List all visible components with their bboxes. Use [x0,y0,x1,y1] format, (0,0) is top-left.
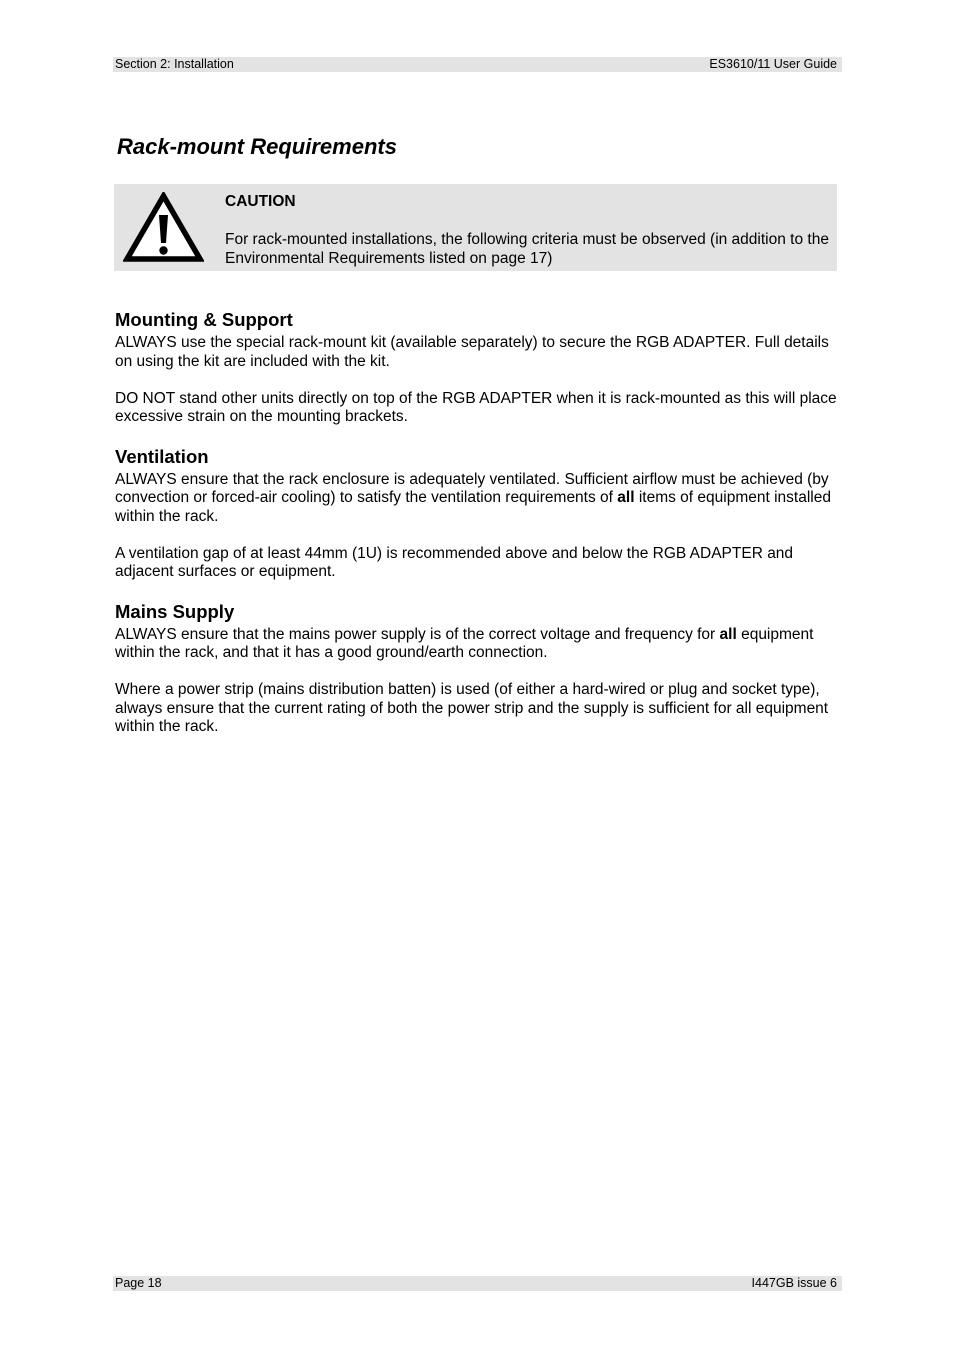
caution-box [114,184,837,271]
main-content [115,309,837,737]
section-heading: Ventilation [115,445,209,467]
header-section: Section 2: Installation [115,57,234,71]
section-heading: Mains Supply [115,600,235,622]
header-guide-title: ES3610/11 User Guide [709,57,837,71]
warning-triangle-icon [123,192,204,263]
section-mains-supply [115,601,837,737]
page-header [113,57,842,72]
page-footer [113,1276,842,1291]
caution-heading: CAUTION [225,193,296,210]
paragraph: A ventilation gap of at least 44mm (1U) is recommended above and below the RGB ADAPTER and adjacent surfaces or equipment. [115,544,794,580]
caution-text: For rack-mounted installations, the following criteria must be observed (in addition to the Environmental Requirements listed on page 17) [225,231,829,267]
section-mounting-support [115,309,837,427]
document-issue: I447GB issue 6 [751,1276,837,1290]
page-title: Rack-mount Requirements [117,134,397,159]
section-ventilation [115,446,837,582]
paragraph: ALWAYS ensure that the mains power supply is of the correct voltage and frequency for all equipment within the rack, and that it has a good ground/earth connection. [115,625,814,661]
paragraph: DO NOT stand other units directly on top of the RGB ADAPTER when it is rack-mounted as this will place excessive strain on the mounting brackets. [115,389,837,425]
paragraph: ALWAYS ensure that the rack enclosure is adequately ventilated. Sufficient airflow must be achieved (by convection or forced-air cooling) to satisfy the ventilation requirements of all items of equipment installed within the rack. [115,470,831,525]
section-heading: Mounting & Support [115,309,293,330]
paragraph: Where a power strip (mains distribution batten) is used (of either a hard-wired or plug and socket type), always ensure that the current rating of both the power strip and the supply is sufficient for all equipment within the rack. [115,681,829,735]
page-number: Page 18 [115,1276,162,1290]
paragraph: ALWAYS use the special rack-mount kit (available separately) to secure the RGB ADAPTER. Full details on using the kit are included with the kit. [115,334,829,370]
